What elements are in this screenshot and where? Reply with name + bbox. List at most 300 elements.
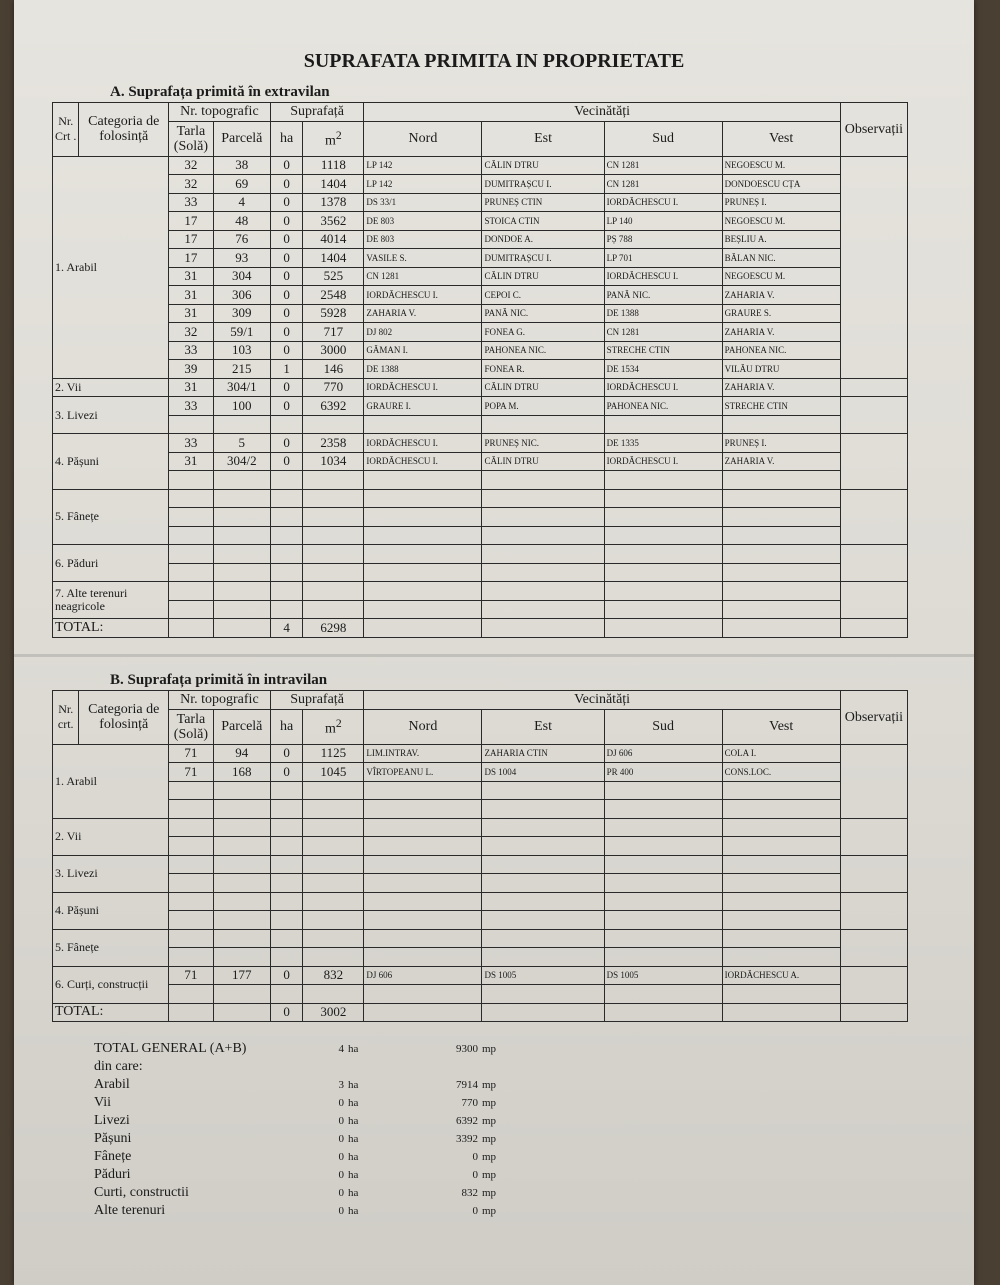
south-cell — [604, 563, 722, 582]
m2-cell: 2548 — [303, 286, 364, 305]
parcel-cell: 4 — [213, 193, 270, 212]
total-empty-cell — [482, 1003, 604, 1022]
tarla-cell: 33 — [169, 434, 214, 453]
table-row — [53, 415, 908, 434]
west-cell — [722, 985, 840, 1004]
west-cell — [722, 892, 840, 911]
west-cell: ZAHARIA V. — [722, 323, 840, 342]
east-cell: DS 1005 — [482, 966, 604, 985]
table-row — [53, 341, 908, 360]
summary-label: TOTAL GENERAL (A+B) — [94, 1041, 247, 1056]
south-cell — [604, 781, 722, 800]
ha-cell: 0 — [270, 249, 303, 268]
east-cell — [482, 818, 604, 837]
total-empty-cell — [840, 1003, 907, 1022]
south-cell — [604, 948, 722, 967]
ha-cell: 0 — [270, 230, 303, 249]
summary-ha: 0 — [338, 1187, 344, 1199]
east-cell: PRUNEȘ CTIN — [482, 193, 604, 212]
ha-header: ha — [270, 121, 303, 156]
summary-ha: 0 — [338, 1097, 344, 1109]
summary-row — [94, 1166, 512, 1184]
observations-cell — [840, 545, 907, 582]
summary-mp: 0 — [472, 1151, 478, 1163]
south-cell: PANĂ NIC. — [604, 286, 722, 305]
west-cell: VILĂU DTRU — [722, 360, 840, 379]
table-row — [53, 378, 908, 397]
south-cell — [604, 929, 722, 948]
south-cell: IORDĂCHESCU I. — [604, 378, 722, 397]
m2-cell — [303, 781, 364, 800]
tarla-header: Tarla (Solă) — [169, 709, 214, 744]
tarla-cell — [169, 929, 214, 948]
tarla-cell — [169, 489, 214, 508]
m2-cell: 3000 — [303, 341, 364, 360]
summary-ha: 4 — [338, 1043, 344, 1055]
south-cell — [604, 985, 722, 1004]
summary-ha: 0 — [338, 1151, 344, 1163]
parcel-cell — [213, 781, 270, 800]
east-cell — [482, 911, 604, 930]
south-cell: PAHONEA NIC. — [604, 397, 722, 416]
south-cell — [604, 508, 722, 527]
east-cell — [482, 471, 604, 490]
tarla-cell: 31 — [169, 267, 214, 286]
south-cell — [604, 545, 722, 564]
summary-row — [94, 1094, 512, 1112]
table-row — [53, 434, 908, 453]
summary-label: Fânețe — [94, 1149, 132, 1164]
north-header: Nord — [364, 709, 482, 744]
west-header: Vest — [722, 121, 840, 156]
table-row — [53, 286, 908, 305]
east-cell: CĂLIN DTRU — [482, 452, 604, 471]
parcel-cell: 48 — [213, 212, 270, 231]
observations-cell — [840, 489, 907, 545]
summary-ha-unit: ha — [348, 1187, 359, 1199]
ha-cell: 0 — [270, 397, 303, 416]
east-header: Est — [482, 121, 604, 156]
paper-fold — [14, 654, 974, 657]
total-empty-cell — [722, 619, 840, 638]
tarla-cell: 17 — [169, 212, 214, 231]
south-cell: LP 701 — [604, 249, 722, 268]
m2-cell — [303, 600, 364, 619]
tarla-header: Tarla (Solă) — [169, 121, 214, 156]
table-row — [53, 508, 908, 527]
nr-header: Nr. crt. — [53, 691, 79, 745]
section-b-heading: B. Suprafața primită în intravilan — [110, 672, 328, 688]
summary-ha: 0 — [338, 1169, 344, 1181]
category-cell: 3. Livezi — [53, 397, 169, 434]
north-cell: IORDĂCHESCU I. — [364, 378, 482, 397]
summary-ha: 0 — [338, 1115, 344, 1127]
summary-row — [94, 1202, 512, 1220]
table-row — [53, 763, 908, 782]
east-cell — [482, 545, 604, 564]
ha-cell — [270, 837, 303, 856]
south-cell: DE 1388 — [604, 304, 722, 323]
tarla-cell: 17 — [169, 249, 214, 268]
m2-cell: 5928 — [303, 304, 364, 323]
east-header: Est — [482, 709, 604, 744]
observations-cell — [840, 966, 907, 1003]
summary-ha — [324, 1058, 344, 1076]
total-label: TOTAL: — [53, 619, 169, 638]
north-cell — [364, 582, 482, 601]
parcel-cell: 69 — [213, 175, 270, 194]
parcel-cell: 177 — [213, 966, 270, 985]
total-empty-cell — [840, 619, 907, 638]
table-row — [53, 360, 908, 379]
west-cell — [722, 582, 840, 601]
south-cell — [604, 471, 722, 490]
east-cell: DUMITRAȘCU I. — [482, 175, 604, 194]
ha-cell: 0 — [270, 267, 303, 286]
m2-label: m — [325, 721, 336, 737]
west-cell: CONS.LOC. — [722, 763, 840, 782]
ha-cell — [270, 948, 303, 967]
table-row — [53, 855, 908, 874]
parcel-cell: 59/1 — [213, 323, 270, 342]
parcel-cell — [213, 526, 270, 545]
m2-header — [303, 709, 364, 744]
m2-cell — [303, 948, 364, 967]
west-header: Vest — [722, 709, 840, 744]
north-cell: DE 803 — [364, 230, 482, 249]
north-cell — [364, 545, 482, 564]
north-cell — [364, 489, 482, 508]
west-cell — [722, 415, 840, 434]
ha-cell: 0 — [270, 304, 303, 323]
intravilan-table — [52, 690, 908, 1022]
category-cell: 5. Fânețe — [53, 929, 169, 966]
summary-label: Păduri — [94, 1167, 131, 1182]
north-cell — [364, 948, 482, 967]
north-cell: VASILE S. — [364, 249, 482, 268]
summary-mp: 0 — [472, 1205, 478, 1217]
tarla-cell: 32 — [169, 156, 214, 175]
table-row — [53, 948, 908, 967]
north-cell: ZAHARIA V. — [364, 304, 482, 323]
header-row — [53, 691, 908, 710]
table-row — [53, 397, 908, 416]
total-empty-cell — [604, 1003, 722, 1022]
south-cell — [604, 800, 722, 819]
summary-row — [94, 1040, 512, 1058]
m2-cell: 2358 — [303, 434, 364, 453]
summary-row — [94, 1148, 512, 1166]
m2-exponent: 2 — [335, 129, 342, 143]
west-cell — [722, 545, 840, 564]
west-cell — [722, 948, 840, 967]
total-tarla-cell — [169, 619, 214, 638]
south-cell — [604, 892, 722, 911]
parcel-cell: 215 — [213, 360, 270, 379]
category-cell: 4. Pășuni — [53, 892, 169, 929]
table-row — [53, 563, 908, 582]
observations-cell — [840, 378, 907, 397]
header-row — [53, 103, 908, 122]
ha-cell: 0 — [270, 378, 303, 397]
east-cell: POPA M. — [482, 397, 604, 416]
table-row — [53, 156, 908, 175]
table-row — [53, 892, 908, 911]
north-cell — [364, 911, 482, 930]
observations-header: Observații — [840, 103, 907, 157]
summary-mp-unit: mp — [482, 1133, 497, 1145]
observations-cell — [840, 929, 907, 966]
east-cell: FONEA G. — [482, 323, 604, 342]
observations-cell — [840, 855, 907, 892]
summary-ha: 0 — [338, 1205, 344, 1217]
south-cell — [604, 600, 722, 619]
m2-cell — [303, 489, 364, 508]
tarla-cell: 31 — [169, 452, 214, 471]
tarla-cell — [169, 563, 214, 582]
summary-label: Livezi — [94, 1113, 130, 1128]
ha-cell — [270, 818, 303, 837]
east-cell — [482, 855, 604, 874]
ha-cell — [270, 892, 303, 911]
summary-mp: 3392 — [456, 1133, 478, 1145]
m2-cell: 1045 — [303, 763, 364, 782]
parcel-cell — [213, 985, 270, 1004]
summary-row — [94, 1076, 512, 1094]
west-cell — [722, 911, 840, 930]
m2-cell — [303, 563, 364, 582]
east-cell: ZAHARIA CTIN — [482, 744, 604, 763]
total-ha: 4 — [270, 619, 303, 638]
parcel-cell: 304 — [213, 267, 270, 286]
total-empty-cell — [364, 619, 482, 638]
ha-cell — [270, 489, 303, 508]
summary-block — [94, 1040, 512, 1220]
total-row — [53, 1003, 908, 1022]
west-cell — [722, 600, 840, 619]
summary-mp-unit: mp — [482, 1097, 497, 1109]
ha-cell: 0 — [270, 156, 303, 175]
east-cell — [482, 582, 604, 601]
summary-mp-unit: mp — [482, 1169, 497, 1181]
parcel-cell — [213, 600, 270, 619]
north-cell — [364, 929, 482, 948]
parcel-cell — [213, 818, 270, 837]
summary-ha-unit: ha — [348, 1169, 359, 1181]
topo-header: Nr. topografic — [169, 691, 271, 710]
nr-header: Nr. Crt . — [53, 103, 79, 157]
m2-cell — [303, 855, 364, 874]
m2-cell: 1378 — [303, 193, 364, 212]
m2-header — [303, 121, 364, 156]
parcel-cell — [213, 892, 270, 911]
south-cell — [604, 489, 722, 508]
ha-cell: 0 — [270, 175, 303, 194]
parcel-cell: 100 — [213, 397, 270, 416]
category-header: Categoria de folosință — [79, 691, 169, 745]
summary-mp-unit: mp — [482, 1151, 497, 1163]
m2-cell — [303, 874, 364, 893]
ha-cell: 0 — [270, 212, 303, 231]
m2-cell — [303, 526, 364, 545]
tarla-cell — [169, 526, 214, 545]
ha-cell: 0 — [270, 193, 303, 212]
south-cell: DS 1005 — [604, 966, 722, 985]
tarla-cell — [169, 892, 214, 911]
tarla-cell — [169, 508, 214, 527]
surface-header: Suprafață — [270, 691, 364, 710]
table-row — [53, 175, 908, 194]
east-cell — [482, 781, 604, 800]
table-row — [53, 323, 908, 342]
summary-row — [94, 1130, 512, 1148]
m2-cell — [303, 545, 364, 564]
ha-cell — [270, 415, 303, 434]
ha-cell — [270, 526, 303, 545]
total-empty-cell — [482, 619, 604, 638]
parcel-cell: 103 — [213, 341, 270, 360]
category-cell: 5. Fânețe — [53, 489, 169, 545]
ha-cell — [270, 929, 303, 948]
north-cell — [364, 800, 482, 819]
west-cell: PRUNEȘ I. — [722, 193, 840, 212]
tarla-cell — [169, 600, 214, 619]
topo-header: Nr. topografic — [169, 103, 271, 122]
east-cell — [482, 874, 604, 893]
east-cell: PANĂ NIC. — [482, 304, 604, 323]
tarla-cell: 71 — [169, 744, 214, 763]
ha-cell — [270, 911, 303, 930]
summary-mp — [408, 1058, 478, 1076]
south-cell — [604, 526, 722, 545]
ha-cell: 0 — [270, 323, 303, 342]
west-cell — [722, 563, 840, 582]
ha-cell: 0 — [270, 434, 303, 453]
parcel-cell — [213, 948, 270, 967]
north-cell: DJ 606 — [364, 966, 482, 985]
table-row — [53, 267, 908, 286]
parcel-cell: 76 — [213, 230, 270, 249]
m2-cell — [303, 471, 364, 490]
north-cell: LIM.INTRAV. — [364, 744, 482, 763]
ha-cell — [270, 582, 303, 601]
south-cell: CN 1281 — [604, 323, 722, 342]
category-cell: 2. Vii — [53, 818, 169, 855]
total-empty-cell — [364, 1003, 482, 1022]
west-cell — [722, 818, 840, 837]
south-cell: IORDĂCHESCU I. — [604, 452, 722, 471]
summary-ha-unit — [344, 1058, 408, 1076]
total-m2: 3002 — [303, 1003, 364, 1022]
summary-mp: 7914 — [456, 1079, 478, 1091]
total-parcel-cell — [213, 1003, 270, 1022]
tarla-cell: 17 — [169, 230, 214, 249]
category-cell: 6. Păduri — [53, 545, 169, 582]
south-cell — [604, 874, 722, 893]
parcel-cell: 309 — [213, 304, 270, 323]
south-cell — [604, 911, 722, 930]
west-cell — [722, 874, 840, 893]
tarla-cell: 32 — [169, 175, 214, 194]
surface-header: Suprafață — [270, 103, 364, 122]
east-cell: DS 1004 — [482, 763, 604, 782]
m2-exponent: 2 — [335, 717, 342, 731]
east-cell: DONDOE A. — [482, 230, 604, 249]
category-cell: 6. Curți, construcții — [53, 966, 169, 1003]
table-row — [53, 304, 908, 323]
summary-ha-unit: ha — [348, 1079, 359, 1091]
east-cell: DUMITRAȘCU I. — [482, 249, 604, 268]
summary-mp-unit — [478, 1058, 512, 1076]
summary-label: Curti, constructii — [94, 1185, 189, 1200]
north-cell — [364, 415, 482, 434]
m2-cell: 1404 — [303, 249, 364, 268]
tarla-cell: 71 — [169, 763, 214, 782]
summary-label: Alte terenuri — [94, 1203, 166, 1218]
north-cell: CN 1281 — [364, 267, 482, 286]
summary-mp-unit: mp — [482, 1079, 497, 1091]
category-cell: 1. Arabil — [53, 156, 169, 378]
ha-cell — [270, 985, 303, 1004]
tarla-cell — [169, 818, 214, 837]
tarla-cell — [169, 471, 214, 490]
east-cell: CĂLIN DTRU — [482, 378, 604, 397]
west-cell: ZAHARIA V. — [722, 286, 840, 305]
summary-mp: 6392 — [456, 1115, 478, 1127]
west-cell — [722, 855, 840, 874]
total-parcel-cell — [213, 619, 270, 638]
observations-cell — [840, 582, 907, 619]
m2-cell — [303, 892, 364, 911]
parcel-cell: 306 — [213, 286, 270, 305]
tarla-cell: 31 — [169, 378, 214, 397]
summary-mp-unit: mp — [482, 1187, 497, 1199]
summary-mp: 0 — [472, 1169, 478, 1181]
ha-cell — [270, 874, 303, 893]
west-cell: PAHONEA NIC. — [722, 341, 840, 360]
tarla-cell: 33 — [169, 193, 214, 212]
parcel-cell: 94 — [213, 744, 270, 763]
north-cell — [364, 781, 482, 800]
west-cell: NEGOESCU M. — [722, 267, 840, 286]
east-cell — [482, 563, 604, 582]
table-row — [53, 874, 908, 893]
tarla-cell — [169, 855, 214, 874]
north-cell — [364, 526, 482, 545]
west-cell: GRAURE S. — [722, 304, 840, 323]
west-cell — [722, 781, 840, 800]
observations-cell — [840, 156, 907, 378]
m2-cell: 4014 — [303, 230, 364, 249]
ha-cell: 1 — [270, 360, 303, 379]
table-row — [53, 489, 908, 508]
observations-header: Observații — [840, 691, 907, 745]
south-cell: DJ 606 — [604, 744, 722, 763]
observations-cell — [840, 892, 907, 929]
table-row — [53, 471, 908, 490]
north-cell: DE 1388 — [364, 360, 482, 379]
south-cell: STRECHE CTIN — [604, 341, 722, 360]
north-header: Nord — [364, 121, 482, 156]
table-row — [53, 929, 908, 948]
north-cell: IORDĂCHESCU I. — [364, 434, 482, 453]
west-cell: DONDOESCU CȚA — [722, 175, 840, 194]
west-cell — [722, 929, 840, 948]
summary-mp-unit: mp — [482, 1205, 497, 1217]
tarla-cell — [169, 582, 214, 601]
ha-cell: 0 — [270, 744, 303, 763]
ha-cell: 0 — [270, 452, 303, 471]
